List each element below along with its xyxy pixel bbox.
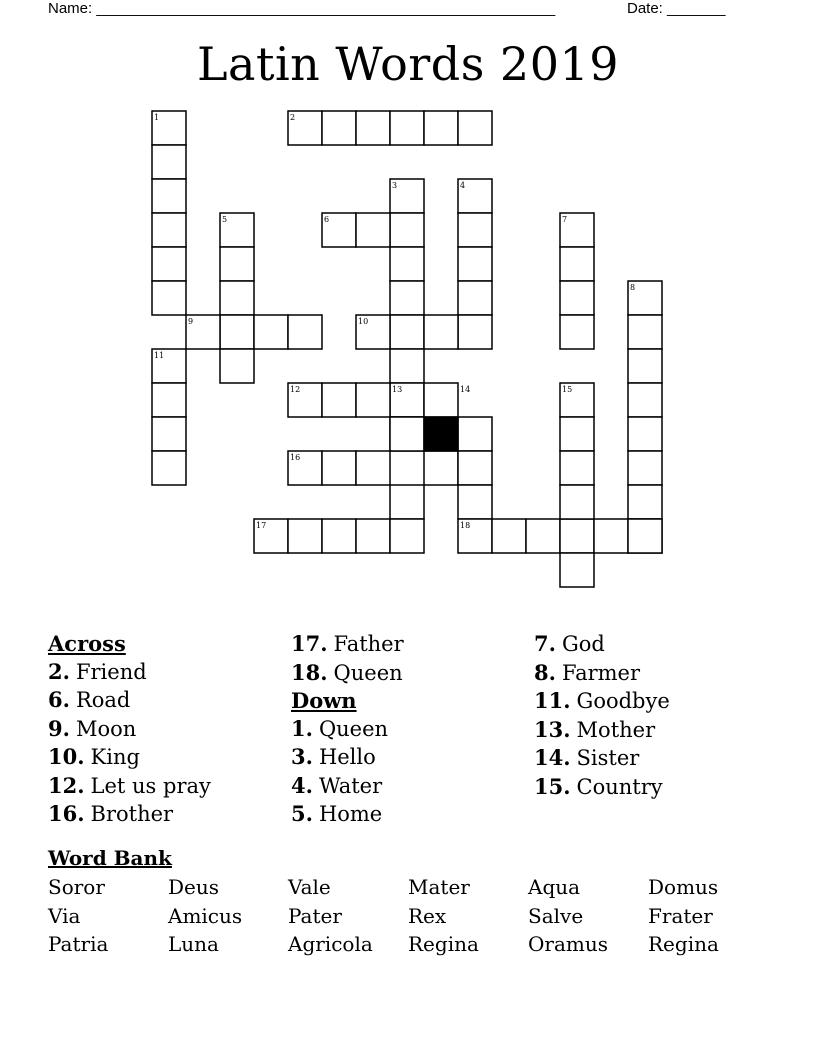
grid-cell[interactable] xyxy=(152,247,186,281)
grid-clue-number: 9 xyxy=(188,317,194,326)
page-title: Latin Words 2019 xyxy=(197,37,619,91)
clue-text: Let us pray xyxy=(90,773,211,798)
grid-cell[interactable] xyxy=(390,315,424,349)
clue-text: Hello xyxy=(318,745,376,769)
grid-cell[interactable] xyxy=(560,417,594,451)
clue-item xyxy=(48,686,211,715)
word-bank-item: Patria xyxy=(48,932,109,956)
clue-text: Goodbye xyxy=(576,689,670,713)
clue-text: King xyxy=(90,745,140,769)
clue-text: Sister xyxy=(576,746,640,770)
word-bank-item: Soror xyxy=(48,875,105,899)
word-bank-item: Mater xyxy=(408,875,470,899)
grid-cell[interactable] xyxy=(628,383,662,417)
clue-number: 5. xyxy=(291,801,313,826)
clue-text: Water xyxy=(318,773,383,798)
clue-number: 10. xyxy=(48,744,85,769)
clue-item xyxy=(534,630,670,659)
grid-clue-number: 7 xyxy=(562,215,568,224)
grid-cell[interactable] xyxy=(390,485,424,519)
grid-cell[interactable] xyxy=(458,111,492,145)
word-bank-item: Vale xyxy=(288,875,331,899)
grid-cell[interactable] xyxy=(152,213,186,247)
grid-cell[interactable] xyxy=(356,451,390,485)
clue-item xyxy=(534,716,670,745)
grid-clue-number: 10 xyxy=(358,317,369,326)
grid-cell[interactable] xyxy=(356,519,390,553)
clue-text: God xyxy=(561,632,605,656)
word-bank-item: Regina xyxy=(408,932,479,956)
grid-cell[interactable] xyxy=(390,417,424,451)
clue-number: 15. xyxy=(534,773,571,799)
clue-number: 16. xyxy=(48,801,85,826)
grid-cell[interactable] xyxy=(288,519,322,553)
word-bank-item: Agricola xyxy=(288,932,373,956)
clue-number: 17. xyxy=(291,631,328,656)
clue-text: Mother xyxy=(576,717,656,742)
clue-text: Father xyxy=(333,632,404,656)
clue-item xyxy=(48,772,211,801)
clue-item xyxy=(291,772,404,801)
across-heading: Across xyxy=(48,631,126,656)
clue-number: 3. xyxy=(291,744,313,769)
clue-text: Farmer xyxy=(561,660,641,685)
clue-text: Home xyxy=(318,802,383,826)
name-field[interactable]: Name: _______________________________________________________ xyxy=(48,0,556,17)
grid-cell[interactable] xyxy=(458,281,492,315)
grid-cell[interactable] xyxy=(152,179,186,213)
grid-clue-number: 13 xyxy=(392,385,403,394)
grid-cell[interactable] xyxy=(458,315,492,349)
word-bank-item: Deus xyxy=(168,875,220,899)
clue-number: 14. xyxy=(534,745,571,770)
clue-number: 4. xyxy=(291,772,313,798)
clue-item xyxy=(534,773,670,802)
down-heading: Down xyxy=(291,688,357,713)
clues-across-column xyxy=(48,630,211,829)
grid-cell[interactable] xyxy=(424,111,458,145)
clue-item xyxy=(534,687,670,716)
clue-item xyxy=(48,743,211,772)
grid-cell[interactable] xyxy=(322,451,356,485)
clue-number: 11. xyxy=(534,688,571,713)
word-bank-item: Regina xyxy=(648,932,719,956)
grid-cell[interactable] xyxy=(356,111,390,145)
grid-clue-number: 16 xyxy=(290,453,301,462)
grid-cell[interactable] xyxy=(628,451,662,485)
clue-number: 2. xyxy=(48,658,70,684)
grid-cell[interactable] xyxy=(458,485,492,519)
word-bank-item: Pater xyxy=(288,904,342,928)
grid-cell[interactable] xyxy=(254,315,288,349)
grid-cell[interactable] xyxy=(220,315,254,349)
clue-item xyxy=(291,800,404,829)
clues-down-column xyxy=(534,630,670,801)
grid-cell[interactable] xyxy=(390,519,424,553)
grid-cell[interactable] xyxy=(288,315,322,349)
clues-middle-column xyxy=(291,630,404,829)
grid-clue-number: 11 xyxy=(154,351,165,360)
grid-cell[interactable] xyxy=(152,281,186,315)
grid-cell[interactable] xyxy=(560,281,594,315)
clue-text: Moon xyxy=(75,716,137,741)
grid-cell[interactable] xyxy=(322,519,356,553)
grid-cell[interactable] xyxy=(560,247,594,281)
grid-cell[interactable] xyxy=(390,349,424,383)
word-bank-item: Amicus xyxy=(168,904,243,928)
grid-cell[interactable] xyxy=(560,315,594,349)
grid-cell[interactable] xyxy=(220,349,254,383)
grid-cell[interactable] xyxy=(220,281,254,315)
clue-number: 9. xyxy=(48,715,70,741)
word-bank-item: Via xyxy=(48,904,81,928)
grid-cell[interactable] xyxy=(560,519,594,553)
grid-cell[interactable] xyxy=(492,519,526,553)
grid-cell[interactable] xyxy=(152,417,186,451)
grid-clue-number: 4 xyxy=(460,181,466,190)
word-bank-item: Salve xyxy=(528,904,584,928)
clue-item xyxy=(48,800,211,829)
clue-item xyxy=(291,659,404,688)
grid-clue-number: 15 xyxy=(562,385,573,394)
clue-item xyxy=(534,744,670,773)
word-bank-item: Aqua xyxy=(528,875,581,899)
clue-number: 13. xyxy=(534,716,571,742)
grid-cell[interactable] xyxy=(356,383,390,417)
grid-cell[interactable] xyxy=(560,485,594,519)
clue-item xyxy=(291,630,404,659)
clue-item xyxy=(48,658,211,687)
grid-cell[interactable] xyxy=(628,315,662,349)
grid-cell[interactable] xyxy=(390,247,424,281)
word-bank-item: Frater xyxy=(648,904,713,928)
grid-clue-number: 14 xyxy=(460,385,471,394)
clue-number: 18. xyxy=(291,659,328,685)
clue-text: Queen xyxy=(333,660,403,685)
grid-cell[interactable] xyxy=(458,451,492,485)
grid-cell[interactable] xyxy=(628,349,662,383)
grid-cell[interactable] xyxy=(458,213,492,247)
clue-text: Country xyxy=(576,774,663,799)
grid-cell[interactable] xyxy=(322,383,356,417)
clue-number: 12. xyxy=(48,772,85,798)
clue-text: Road xyxy=(75,688,131,712)
word-bank-item: Oramus xyxy=(528,932,608,956)
grid-cell[interactable] xyxy=(390,111,424,145)
word-bank-item: Luna xyxy=(168,932,219,956)
grid-clue-number: 18 xyxy=(460,521,471,530)
clue-item xyxy=(291,743,404,772)
grid-cell[interactable] xyxy=(458,247,492,281)
grid-cell[interactable] xyxy=(220,247,254,281)
grid-clue-number: 1 xyxy=(154,113,160,122)
grid-cell[interactable] xyxy=(390,213,424,247)
grid-cell[interactable] xyxy=(560,553,594,587)
grid-cell[interactable] xyxy=(458,417,492,451)
grid-clue-number: 5 xyxy=(222,215,228,224)
grid-cell[interactable] xyxy=(390,281,424,315)
grid-cell[interactable] xyxy=(424,383,458,417)
clue-item xyxy=(48,715,211,744)
grid-cell[interactable] xyxy=(152,145,186,179)
word-bank-item: Domus xyxy=(648,875,719,899)
grid-cell[interactable] xyxy=(594,519,628,553)
word-bank-heading: Word Bank xyxy=(48,846,172,870)
grid-cell[interactable] xyxy=(152,451,186,485)
clue-item xyxy=(291,715,404,744)
grid-clue-number: 3 xyxy=(392,181,398,190)
word-bank-item: Rex xyxy=(408,904,447,928)
grid-cell[interactable] xyxy=(560,451,594,485)
clue-text: Friend xyxy=(75,659,147,684)
grid-cell[interactable] xyxy=(526,519,560,553)
grid-cell[interactable] xyxy=(152,383,186,417)
clue-number: 6. xyxy=(48,687,70,712)
grid-cell[interactable] xyxy=(424,315,458,349)
clue-number: 7. xyxy=(534,631,556,656)
clue-number: 1. xyxy=(291,715,313,741)
grid-cell[interactable] xyxy=(628,485,662,519)
clue-text: Queen xyxy=(318,716,389,741)
date-field[interactable]: Date: _______ xyxy=(627,0,726,17)
grid-clue-number: 6 xyxy=(324,215,330,224)
clue-number: 8. xyxy=(534,659,556,685)
grid-cell[interactable] xyxy=(628,417,662,451)
grid-cell[interactable] xyxy=(322,111,356,145)
clue-item xyxy=(534,659,670,688)
grid-cell[interactable] xyxy=(628,519,662,553)
grid-clue-number: 8 xyxy=(630,283,636,292)
grid-clue-number: 2 xyxy=(290,113,296,122)
grid-clue-number: 17 xyxy=(256,521,267,530)
grid-black-cell xyxy=(424,417,458,451)
grid-clue-number: 12 xyxy=(290,385,301,394)
grid-cell[interactable] xyxy=(424,451,458,485)
clue-text: Brother xyxy=(90,802,174,826)
grid-cell[interactable] xyxy=(356,213,390,247)
